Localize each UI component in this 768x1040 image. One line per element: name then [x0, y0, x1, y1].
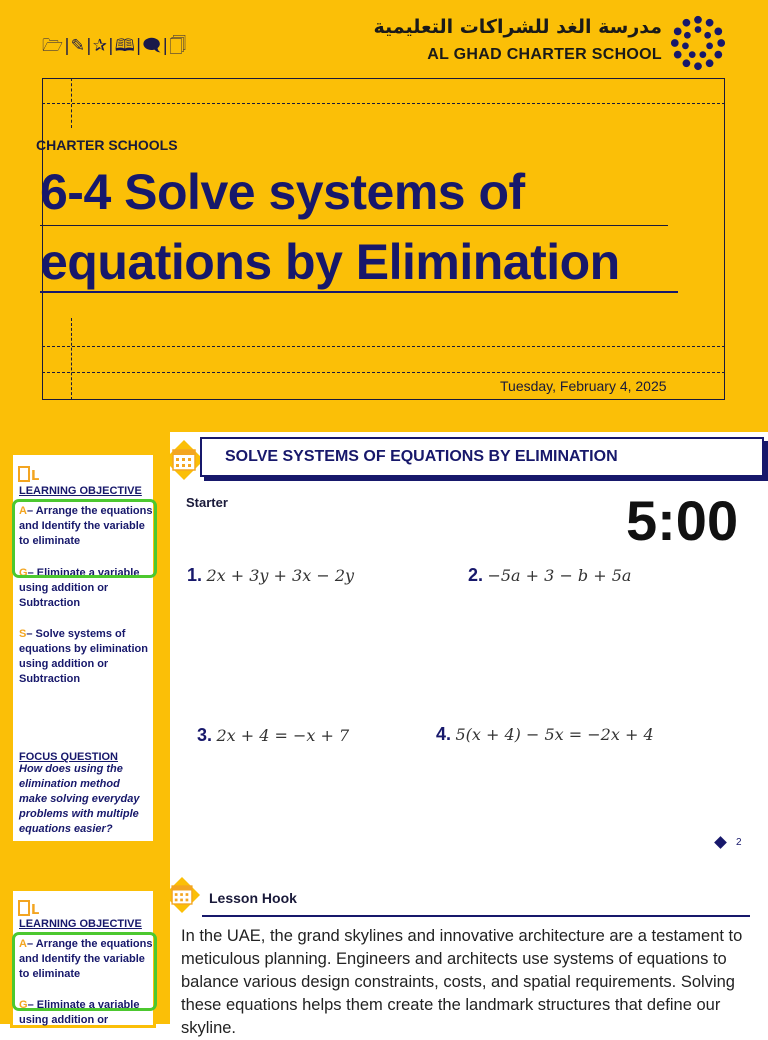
problem-number: 3.: [197, 725, 213, 745]
title-line-2: equations by Elimination: [40, 234, 620, 290]
date-label: Tuesday, February 4, 2025: [500, 378, 667, 394]
learning-objective-heading: LEARNING OBJECTIVE: [19, 485, 142, 497]
problem-number: 2.: [468, 565, 484, 585]
highlight-box: [12, 499, 157, 578]
objective-text: – Eliminate a variable using addition or: [19, 999, 140, 1026]
divider: [42, 372, 725, 373]
lesson-hook-text: In the UAE, the grand skylines and innovative architecture are a testament to meticulous planning. Engineers and architects use systems of equations to balance various design constraints, costs, and spatial requirements. Solving these equations helps them create the landmark structures that define our skyline.: [181, 927, 743, 1037]
objective-letter: G: [19, 567, 28, 579]
school-name-arabic: مدرسة الغد للشراكات التعليمية: [373, 16, 662, 38]
problem-expression: 2x + 4 = −x + 7: [216, 726, 350, 745]
section-title: SOLVE SYSTEMS OF EQUATIONS BY ELIMINATION: [225, 448, 618, 465]
divider: [71, 78, 72, 128]
problem-expression: 2x + 3y + 3x − 2y: [206, 566, 355, 585]
page-title: [40, 157, 620, 297]
page-diamond-icon: [714, 836, 727, 849]
focus-question-body: How does using the elimination method make solving everyday problems with multiple equations easier?: [19, 763, 140, 835]
learning-objective-heading: LEARNING OBJECTIVE: [19, 918, 142, 930]
page-number: 2: [736, 837, 742, 848]
problem-expression: −5a + 3 − b + 5a: [487, 566, 632, 585]
problem-2: [468, 565, 631, 586]
title-line-1: 6-4 Solve systems of: [40, 164, 525, 220]
lab-logo-icon: [18, 897, 46, 919]
toolbar-icons[interactable]: 🗁|✎|✰|🕮|🗨|🗍: [42, 36, 188, 56]
focus-question-heading: FOCUS QUESTION: [19, 751, 119, 763]
school-logo-icon: [669, 14, 727, 72]
problem-4: [436, 724, 654, 745]
lesson-hook-heading: Lesson Hook: [209, 890, 297, 906]
problem-1: [187, 565, 354, 586]
objective-text: – Arrange the equations and Identify the variable to eliminate: [19, 505, 153, 547]
title-underline: [40, 225, 668, 226]
objective-letter: G: [19, 999, 28, 1011]
problem-number: 1.: [187, 565, 203, 585]
svg-text:L: L: [31, 903, 40, 918]
problem-expression: 5(x + 4) − 5x = −2x + 4: [455, 725, 654, 744]
problem-3: [197, 725, 349, 746]
title-slide: [0, 0, 768, 432]
calendar-icon: [164, 877, 200, 913]
starter-label: Starter: [186, 495, 228, 510]
svg-text:L: L: [31, 469, 40, 484]
objective-text: – Solve systems of equations by elimination using addition or Subtraction: [19, 628, 148, 685]
divider: [42, 346, 725, 347]
objective-s: [19, 627, 155, 687]
objective-letter: A: [19, 505, 27, 517]
countdown-timer: 5:00: [626, 489, 739, 552]
objective-text: – Eliminate a variable using addition or Subtraction: [19, 567, 140, 609]
divider: [42, 103, 725, 104]
objective-text: – Arrange the equations and Identify the variable to eliminate: [19, 938, 153, 980]
highlight-box: [12, 932, 157, 1011]
divider: [71, 318, 72, 400]
divider: [202, 915, 750, 917]
problem-number: 4.: [436, 724, 452, 744]
title-underline: [40, 291, 678, 293]
school-name-english: AL GHAD CHARTER SCHOOL: [427, 46, 662, 63]
lab-logo-icon: [18, 463, 46, 485]
calendar-icon: [164, 440, 204, 480]
objective-letter: S: [19, 628, 27, 640]
objective-letter: A: [19, 938, 27, 950]
kicker-label: CHARTER SCHOOLS: [36, 137, 178, 153]
